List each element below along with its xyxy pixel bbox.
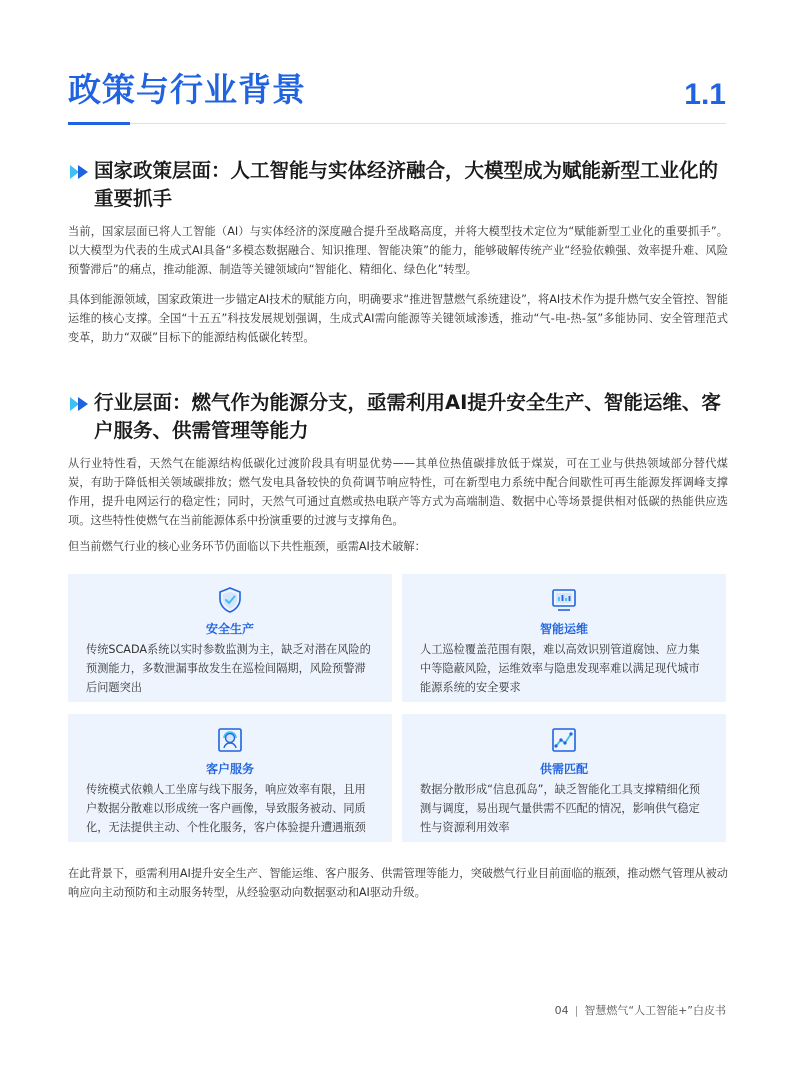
card-body: 传统SCADA系统以实时参数监测为主，缺乏对潜在风险的预测能力，多数泄漏事故发生在巡检间隔期，风险预警滞后问题突出 bbox=[86, 643, 371, 694]
title-divider bbox=[130, 123, 726, 124]
document-title: 智慧燃气“人工智能+”白皮书 bbox=[584, 1004, 726, 1017]
card-safety-production bbox=[68, 574, 392, 702]
card-body: 数据分散形成“信息孤岛”，缺乏智能化工具支撑精细化预测与调度，易出现气量供需不匹配的情况，影响供气稳定性与资源利用效率 bbox=[420, 783, 701, 834]
shield-check-icon bbox=[216, 586, 244, 614]
card-title: 安全生产 bbox=[205, 622, 254, 636]
paragraph-industry-1: 从行业特性看，天然气在能源结构低碳化过渡阶段具有明显优势——其单位热值碳排放低于煤炭，可在工业与供热领域部分替代煤炭，有助于降低相关领域碳排放；燃气发电具备较快的负荷调节响应特性，可在新型电力系统中配合间歇性可再生能源发挥调峰支撑作用，提升电网运行的稳定性；同时，天然气可通过直燃或热电联产等方式为高端制造、数据中心等场景提供相对低碳的热能供应选项。这些特性使燃气在当前能源体系中扮演重要的过渡与支撑角色。 bbox=[68, 457, 728, 527]
page-footer bbox=[555, 1002, 726, 1018]
title-underline bbox=[68, 122, 130, 125]
card-title: 客户服务 bbox=[205, 762, 254, 776]
card-customer-service bbox=[68, 714, 392, 842]
section-heading-policy bbox=[68, 157, 734, 213]
paragraph-policy-1: 当前，国家层面已将人工智能（AI）与实体经济的深度融合提升至战略高度，并将大模型技术定位为“赋能新型工业化的重要抓手”。以大模型为代表的生成式AI具备“多模态数据融合、知识推理、智能决策”的能力，能够破解传统产业“经验依赖强、效率提升难、风险预警滞后”的痛点，推动能源、制造等关键领域向“智能化、精细化、绿色化”转型。 bbox=[68, 225, 728, 276]
double-arrow-icon bbox=[68, 160, 92, 184]
section-heading-industry bbox=[68, 389, 734, 445]
page-number: 04 bbox=[554, 1004, 569, 1017]
card-body: 人工巡检覆盖范围有限，难以高效识别管道腐蚀、应力集中等隐蔽风险，运维效率与隐患发现率难以满足现代城市能源系统的安全要求 bbox=[420, 643, 700, 694]
monitor-chart-icon bbox=[550, 586, 578, 614]
section-heading-text: 行业层面：燃气作为能源分支，亟需利用AI提升安全生产、智能运维、客户服务、供需管理等能力 bbox=[94, 391, 721, 442]
card-body: 传统模式依赖人工坐席与线下服务，响应效率有限，且用户数据分散难以形成统一客户画像，导致服务被动、同质化，无法提供主动、个性化服务，客户体验提升遭遇瓶颈 bbox=[86, 783, 366, 834]
trend-chart-icon bbox=[550, 726, 578, 754]
footer-separator: | bbox=[574, 1004, 579, 1017]
card-title: 智能运维 bbox=[539, 622, 588, 636]
card-smart-maintenance bbox=[402, 574, 726, 702]
paragraph-policy-2: 具体到能源领域，国家政策进一步锚定AI技术的赋能方向，明确要求“推进智慧燃气系统建设”，将AI技术作为提升燃气安全管控、智能运维的核心支撑。全国“十五五”科技发展规划强调，生成式AI需向能源等关键领域渗透，推动“气-电-热-氢”多能协同、安全管理范式变革，助力“双碳”目标下的能源结构低碳化转型。 bbox=[68, 293, 729, 344]
section-number: 1.1 bbox=[684, 78, 726, 111]
paragraph-conclusion: 在此背景下，亟需利用AI提升安全生产、智能运维、客户服务、供需管理等能力，突破燃气行业目前面临的瓶颈，推动燃气管理从被动响应向主动预防和主动服务转型，从经验驱动向数据驱动和AI驱动升级。 bbox=[68, 867, 728, 899]
page-title: 政策与行业背景 bbox=[68, 70, 306, 109]
customer-service-icon bbox=[216, 726, 244, 754]
card-title: 供需匹配 bbox=[539, 762, 588, 776]
paragraph-industry-2: 但当前燃气行业的核心业务环节仍面临以下共性瓶颈，亟需AI技术破解： bbox=[68, 540, 426, 553]
double-arrow-icon bbox=[68, 392, 92, 416]
card-supply-demand bbox=[402, 714, 726, 842]
section-heading-text: 国家政策层面：人工智能与实体经济融合，大模型成为赋能新型工业化的重要抓手 bbox=[94, 159, 719, 210]
